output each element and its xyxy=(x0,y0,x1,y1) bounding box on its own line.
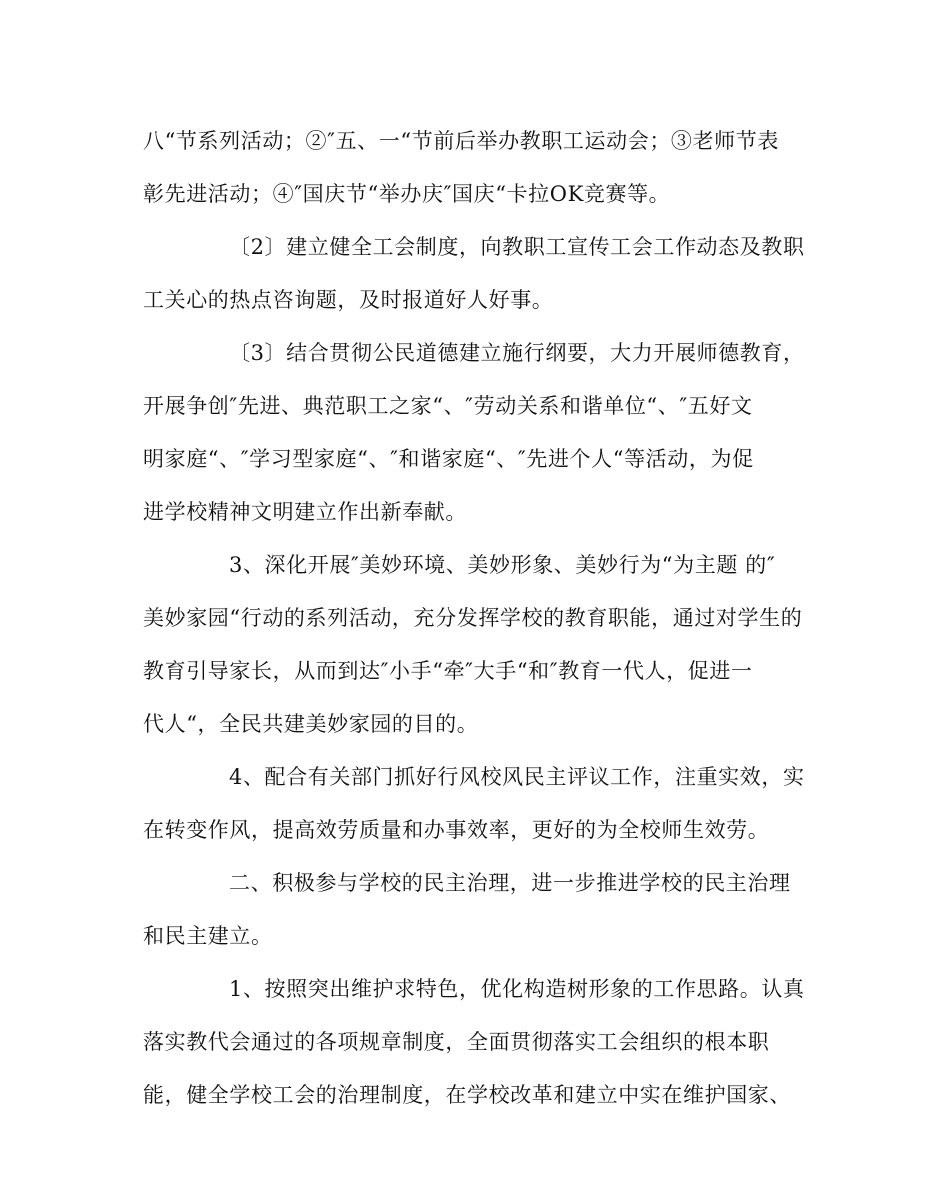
text-line: 进学校精神文明建立作出新奉献。 xyxy=(143,500,467,524)
text-line: 落实教代会通过的各项规章制度，全面贯彻落实工会组织的根本职 xyxy=(143,1030,770,1054)
text-line: 〔2〕建立健全工会制度，向教职工宣传工会工作动态及教职 xyxy=(229,235,805,259)
text-line: 美妙家园“行动的系列活动，充分发挥学校的教育职能，通过对学生的 xyxy=(143,606,803,630)
text-line: 4、配合有关部门抓好行风校风民主评议工作，注重实效，实 xyxy=(229,765,805,789)
text-line: 开展争创″先进、典范职工之家“、″劳动关系和谐单位“、″五好文 xyxy=(143,394,753,418)
text-line: 能，健全学校工会的治理制度，在学校改革和建立中实在维护国家、 xyxy=(143,1083,791,1107)
text-line: 和民主建立。 xyxy=(143,924,273,948)
text-line: 工关心的热点咨询题，及时报道好人好事。 xyxy=(143,288,554,312)
text-line: 〔3〕结合贯彻公民道德建立施行纲要，大力开展师德教育， xyxy=(229,341,805,365)
text-line: 彰先进活动；④″国庆节“举办庆″国庆“卡拉OK竞赛等。 xyxy=(143,182,671,206)
text-line: 3、深化开展″美妙环境、美妙形象、美妙行为“为主题 的″ xyxy=(229,553,776,577)
text-line: 代人“，全民共建美妙家园的目的。 xyxy=(143,712,479,736)
text-line: 教育引导家长，从而到达″小手“牵″大手“和″教育一代人，促进一 xyxy=(143,659,753,683)
text-line: 1、按照突出维护求特色，优化构造树形象的工作思路。认真 xyxy=(229,977,805,1001)
text-line: 二、积极参与学校的民主治理，进一步推进学校的民主治理 xyxy=(229,871,791,895)
text-line: 八“节系列活动；②″五、一“节前后举办教职工运动会；③老师节表 xyxy=(143,129,779,153)
text-line: 明家庭“、″学习型家庭“、″和谐家庭“、″先进个人“等活动，为促 xyxy=(143,447,754,471)
text-line: 在转变作风，提高效劳质量和办事效率，更好的为全校师生效劳。 xyxy=(143,818,770,842)
